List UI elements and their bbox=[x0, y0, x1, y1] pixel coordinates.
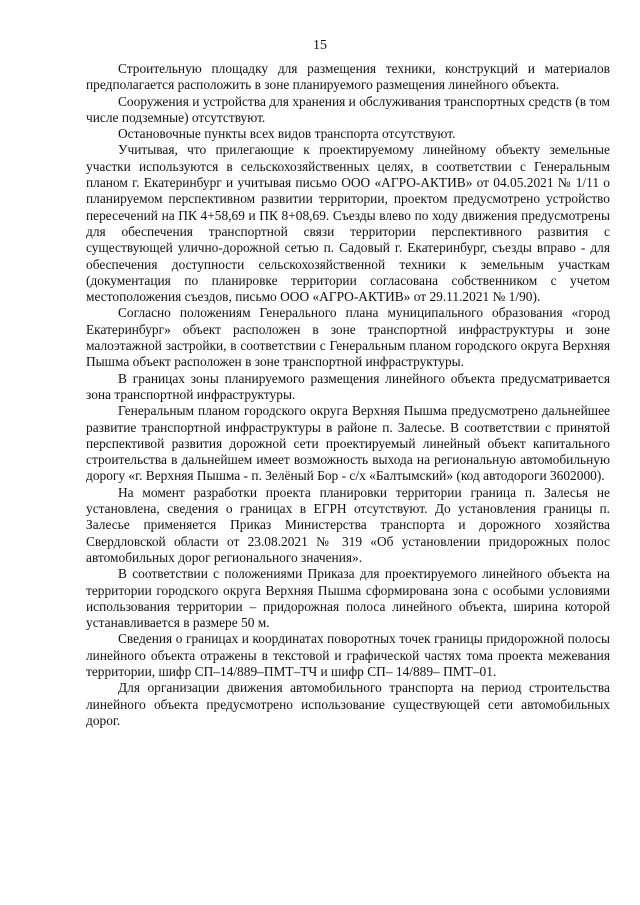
paragraph-construction-traffic: Для организации движения автомобильного транспорта на период строительства линейного объекта предусмотрено использование существующей сети автомобильных дорог. bbox=[86, 680, 610, 728]
paragraph-transit-stops: Остановочные пункты всех видов транспорта отсутствуют. bbox=[118, 126, 456, 142]
paragraph-roadside-strip: В соответствии с положениями Приказа для проектируемого линейного объекта на территории городского округа Верхняя Пышма сформирована зона с особыми условиями использования территории – придорожная полоса линейного объекта, ширина которой устанавливается в размере 50 м. bbox=[86, 566, 610, 631]
paragraph-vehicle-storage: Сооружения и устройства для хранения и обслуживания транспортных средств (в том числе подземные) отсутствуют. bbox=[86, 93, 610, 125]
paragraph-coordinates-reference: Сведения о границах и координатах поворотных точек границы придорожной полосы линейного объекта отражены в текстовой и графической частях тома проекта межевания территории, шифр СП–14/889–ПМТ–ТЧ и шифр СП– 14/889– ПМТ–01. bbox=[86, 631, 610, 679]
paragraph-planned-zone: В границах зоны планируемого размещения линейного объекта предусматривается зона транспортной инфраструктуры. bbox=[86, 370, 610, 402]
paragraph-intersections: Учитывая, что прилегающие к проектируемому линейному объекту земельные участки используются в сельскохозяйственных целях, в соответствии с Генеральным планом г. Екатеринбург и учитывая письмо ООО «АГРО-АКТИВ» от 04.05.2021 № 1/11 о планируемом перспективном развитии территории, проектом предусмотрено устройство пересечений на ПК 4+58,69 и ПК 8+08,69. Съезды влево по ходу движения предусмотрены для обеспечения транспортной связи территории перспективного развития с существующей улично-дорожной сетью п. Садовый г. Екатеринбург, съезды вправо - для обеспечения доступности сельскохозяйственной техники к земельным участкам (документация по планировке территории согласована собственником с учетом местоположения съездов, письмо ООО «АГРО-АКТИВ» от 29.11.2021 № 1/90). bbox=[86, 142, 610, 305]
paragraph-general-plan-zones: Согласно положениям Генерального плана муниципального образования «город Екатеринбург» объект расположен в зоне транспортной инфраструктуры и зоне малоэтажной застройки, в соответствии с Генеральным планом городского округа Верхняя Пышма объект расположен в зоне транспортной инфраструктуры. bbox=[86, 305, 610, 370]
paragraph-zalesye-boundary: На момент разработки проекта планировки территории граница п. Залесья не установлена, сведения о границах в ЕГРН отсутствуют. До установления границы п. Залесье применяется Приказ Министерства транспорта и дорожного хозяйства Свердловской области от 23.08.2021 № 319 «Об установлении придорожных полос автомобильных дорог регионального значения». bbox=[86, 484, 610, 565]
document-body bbox=[86, 61, 610, 729]
paragraph-construction-site: Строительную площадку для размещения техники, конструкций и материалов предполагается расположить в зоне планируемого размещения линейного объекта. bbox=[86, 61, 610, 93]
paragraph-infrastructure-development: Генеральным планом городского округа Верхняя Пышма предусмотрено дальнейшее развитие транспортной инфраструктуры в районе п. Залесье. В соответствии с принятой перспективой развития дорожной сети проектируемый линейный объект капитального строительства в дальнейшем имеет возможность выхода на региональную автомобильную дорогу «г. Верхняя Пышма - п. Зелёный Бор - с/х «Балтымский» (код автодороги 3602000). bbox=[86, 403, 610, 484]
page-number: 15 bbox=[313, 38, 327, 53]
